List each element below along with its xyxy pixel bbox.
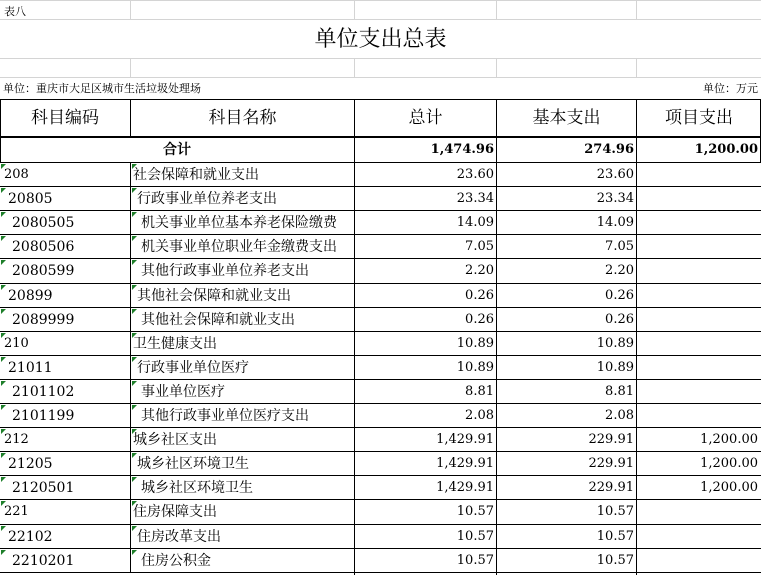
cell-code: 2101102 (12, 383, 75, 400)
column-divider (130, 380, 131, 404)
text-indicator-icon (132, 453, 137, 458)
cell-name: 城乡社区环境卫生 (137, 456, 249, 473)
column-divider (130, 549, 131, 573)
cell-basic: 14.09 (596, 215, 634, 231)
cell-total: 23.60 (456, 167, 494, 182)
text-indicator-icon (132, 550, 137, 555)
row-divider (0, 572, 761, 573)
cell-total: 2.20 (465, 263, 494, 279)
cell-total: 2.08 (465, 408, 494, 423)
cell-total: 7.05 (465, 239, 494, 255)
cell-basic: 23.34 (596, 191, 634, 207)
cell-name: 其他行政事业单位医疗支出 (141, 408, 309, 424)
cell-code: 20805 (8, 191, 53, 208)
column-divider (130, 259, 131, 283)
cell-name: 机关事业单位基本养老保险缴费 (141, 215, 337, 232)
text-indicator-icon (1, 501, 6, 506)
cell-code: 2080599 (12, 263, 75, 280)
cell-project (637, 259, 758, 283)
cell-code: 212 (4, 432, 29, 448)
text-indicator-icon (1, 212, 6, 217)
text-indicator-icon (132, 212, 137, 217)
column-divider (130, 404, 131, 428)
cell-project (637, 356, 758, 380)
cell-name: 机关事业单位职业年金缴费支出 (141, 239, 337, 256)
column-divider (130, 525, 131, 549)
cell-project (637, 308, 758, 332)
text-indicator-icon (132, 285, 137, 290)
cell-total: 10.89 (456, 335, 494, 351)
total-row-basic: 274.96 (584, 142, 634, 157)
text-indicator-icon (132, 357, 137, 362)
header-basic: 基本支出 (532, 108, 601, 128)
cell-project (637, 549, 758, 573)
cell-code: 2080506 (12, 239, 75, 256)
cell-project (637, 380, 758, 404)
cell-total: 10.57 (456, 528, 494, 544)
cell-name: 其他社会保障和就业支出 (137, 287, 291, 304)
text-indicator-icon (1, 188, 6, 193)
cell-total: 8.81 (465, 383, 494, 399)
text-indicator-icon (132, 477, 137, 482)
text-indicator-icon (132, 501, 137, 506)
text-indicator-icon (132, 309, 137, 314)
cell-total: 14.09 (456, 215, 494, 231)
column-divider (130, 235, 131, 259)
total-row-total: 1,474.96 (430, 142, 494, 157)
column-divider (130, 187, 131, 211)
cell-name: 事业单位医疗 (141, 383, 225, 400)
cell-project: 1,200.00 (700, 480, 758, 496)
text-indicator-icon (1, 526, 6, 531)
cell-basic: 8.81 (605, 383, 634, 399)
text-indicator-icon (1, 550, 6, 555)
text-indicator-icon (132, 236, 137, 241)
cell-total: 10.57 (456, 552, 494, 568)
cell-basic: 0.26 (605, 287, 634, 303)
cell-basic: 7.05 (605, 239, 634, 255)
column-divider (130, 356, 131, 380)
cell-total: 10.89 (456, 359, 494, 375)
cell-total: 23.34 (456, 191, 494, 207)
header-project: 项目支出 (665, 108, 733, 128)
cell-name: 住房公积金 (141, 552, 211, 569)
page-title: 单位支出总表 (314, 27, 447, 52)
cell-code: 2101199 (12, 408, 75, 424)
cell-basic: 229.91 (588, 432, 634, 448)
table-label: 表八 (4, 5, 26, 18)
text-indicator-icon (132, 405, 137, 410)
text-indicator-icon (132, 188, 137, 193)
text-indicator-icon (1, 405, 6, 410)
cell-basic: 10.57 (596, 552, 634, 568)
cell-name: 其他社会保障和就业支出 (141, 311, 295, 328)
cell-project (637, 525, 758, 549)
cell-basic: 2.08 (605, 408, 634, 423)
cell-name: 行政事业单位医疗 (137, 359, 249, 376)
cell-project (637, 235, 758, 259)
cell-project: 1,200.00 (700, 432, 758, 448)
cell-basic: 229.91 (588, 480, 634, 496)
cell-code: 21205 (8, 456, 53, 473)
text-indicator-icon (1, 477, 6, 482)
text-indicator-icon (132, 381, 137, 386)
cell-project (637, 163, 758, 187)
cell-code: 22102 (8, 528, 53, 545)
text-indicator-icon (1, 357, 6, 362)
text-indicator-icon (1, 164, 6, 169)
header-name: 科目名称 (208, 108, 277, 128)
unit-money-label: 单位：万元 (703, 82, 758, 95)
text-indicator-icon (1, 236, 6, 241)
cell-code: 208 (4, 167, 29, 182)
cell-name: 城乡社区环境卫生 (141, 480, 253, 497)
cell-project (637, 211, 758, 235)
column-divider (130, 500, 131, 524)
cell-name: 城乡社区支出 (133, 432, 217, 449)
cell-project (637, 284, 758, 308)
text-indicator-icon (1, 309, 6, 314)
cell-name: 行政事业单位养老支出 (137, 191, 277, 208)
cell-code: 2089999 (12, 311, 75, 328)
column-divider (130, 452, 131, 476)
column-divider (130, 476, 131, 500)
cell-project (637, 404, 758, 428)
text-indicator-icon (132, 429, 137, 434)
cell-total: 1,429.91 (436, 432, 494, 448)
cell-total: 0.26 (465, 287, 494, 303)
cell-basic: 229.91 (588, 456, 634, 472)
text-indicator-icon (1, 285, 6, 290)
cell-basic: 10.57 (596, 528, 634, 544)
cell-code: 2080505 (12, 215, 75, 232)
column-divider (130, 332, 131, 356)
column-divider (130, 163, 131, 187)
cell-code: 210 (4, 335, 29, 351)
text-indicator-icon (1, 260, 6, 265)
total-row-project: 1,200.00 (694, 142, 758, 157)
cell-name: 其他行政事业单位养老支出 (141, 263, 309, 280)
text-indicator-icon (132, 164, 137, 169)
text-indicator-icon (1, 429, 6, 434)
cell-code: 20899 (8, 287, 53, 304)
text-indicator-icon (132, 333, 137, 338)
text-indicator-icon (132, 526, 137, 531)
cell-basic: 23.60 (596, 167, 634, 182)
cell-name: 卫生健康支出 (133, 335, 217, 352)
header-total: 总计 (408, 108, 443, 128)
cell-project (637, 332, 758, 356)
cell-basic: 2.20 (605, 263, 634, 279)
cell-project (637, 500, 758, 524)
cell-name: 住房改革支出 (137, 528, 221, 545)
cell-basic: 10.89 (596, 359, 634, 375)
column-divider (130, 428, 131, 452)
column-divider (130, 284, 131, 308)
cell-total: 10.57 (456, 504, 494, 520)
cell-total: 1,429.91 (436, 480, 494, 496)
cell-basic: 10.57 (596, 504, 634, 520)
column-divider (130, 211, 131, 235)
cell-basic: 10.89 (596, 335, 634, 351)
cell-code: 2210201 (12, 552, 75, 569)
cell-code: 21011 (8, 359, 53, 376)
cell-total: 1,429.91 (436, 456, 494, 472)
text-indicator-icon (1, 453, 6, 458)
text-indicator-icon (1, 381, 6, 386)
cell-total: 0.26 (465, 311, 494, 327)
cell-project: 1,200.00 (700, 456, 758, 472)
cell-name: 住房保障支出 (133, 504, 217, 521)
cell-code: 2120501 (12, 480, 75, 497)
cell-name: 社会保障和就业支出 (133, 167, 259, 183)
cell-project (637, 187, 758, 211)
header-code: 科目编码 (31, 108, 99, 128)
cell-code: 221 (4, 504, 29, 520)
unit-org-label: 单位：重庆市大足区城市生活垃圾处理场 (3, 82, 201, 95)
column-divider (130, 308, 131, 332)
text-indicator-icon (132, 260, 137, 265)
total-row-label: 合计 (163, 142, 191, 158)
text-indicator-icon (1, 333, 6, 338)
cell-basic: 0.26 (605, 311, 634, 327)
